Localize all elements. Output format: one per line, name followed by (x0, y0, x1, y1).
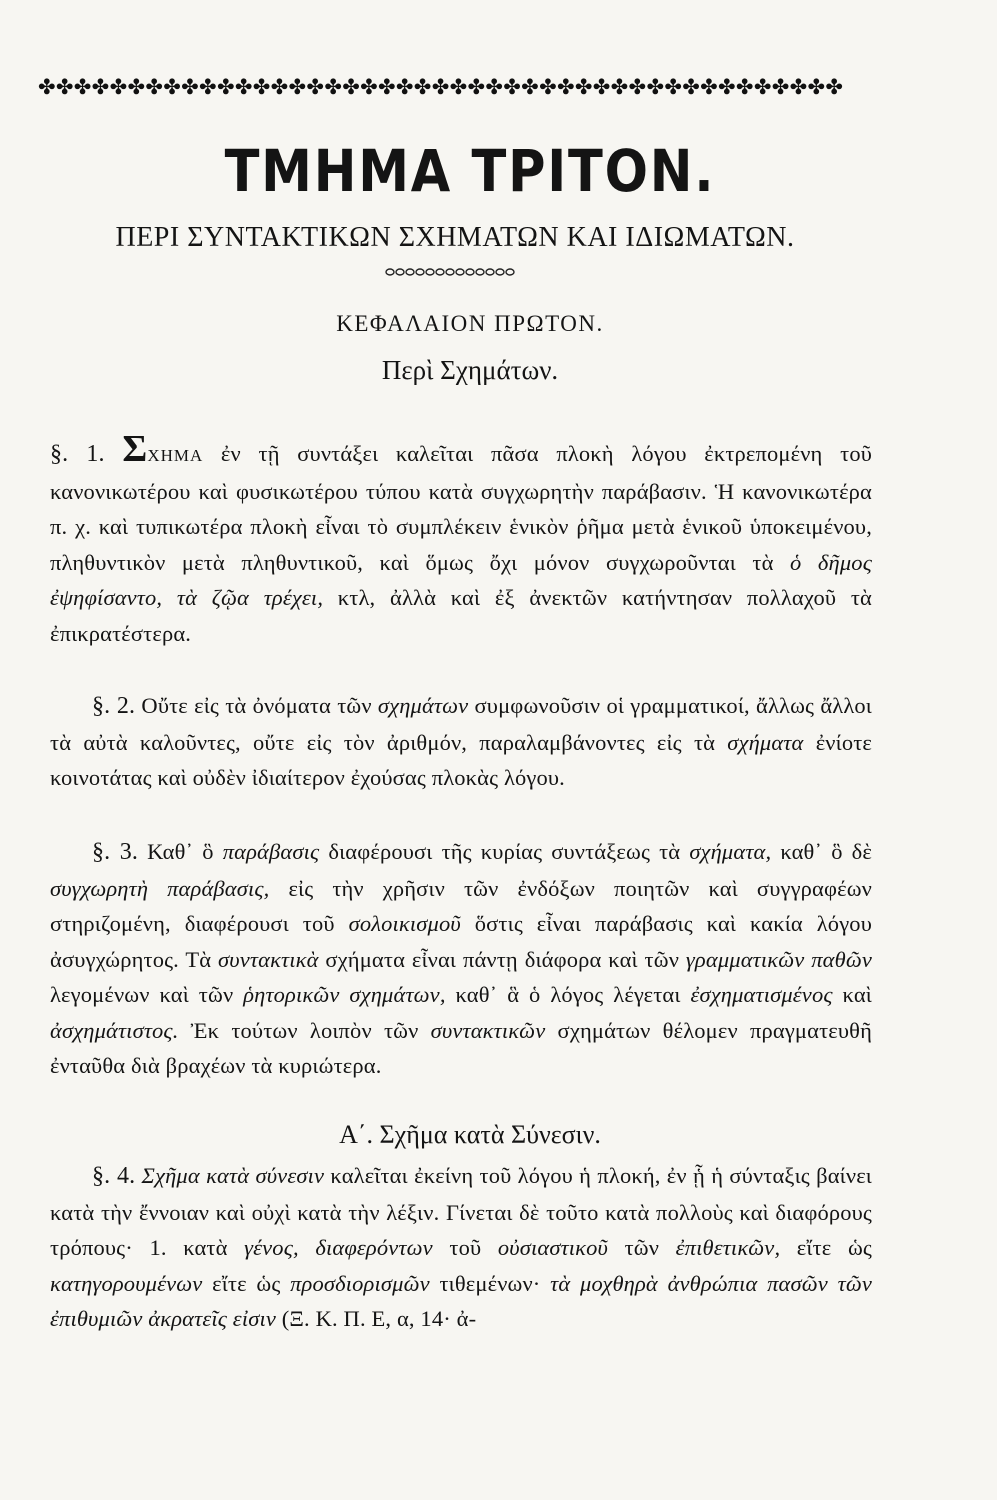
subsection-heading: Α΄. Σχῆμα κατὰ Σύνεσιν. (339, 1120, 601, 1149)
paragraph-number: §. 4. (92, 1163, 136, 1189)
paragraph-number: §. 3. (92, 839, 139, 865)
paragraph-text: κτλ, ἀλλὰ καὶ ἐξ ἀνεκτῶν κατήντησαν πολλαχοῦ τὰ ἐπικρατέστερα. (50, 585, 872, 646)
small-caps-word: ΧΗΜΑ (147, 446, 204, 465)
paragraph-text: εἴτε ὡς (202, 1270, 291, 1296)
paragraph-text: ἐνίοτε κοινοτάτας καὶ οὐδὲν ἰδιαίτερον ἐχούσας πλοκὰς λόγου. (50, 729, 873, 790)
paragraph-4 (50, 1158, 872, 1337)
chapter-subtitle: Περὶ Σχημάτων. (381, 355, 559, 385)
divider-ornament (384, 262, 520, 282)
paragraph-1 (50, 428, 873, 651)
term: σχήματα, (689, 839, 772, 864)
paragraph-text: ὅστις εἶναι παράβασις καὶ κακία λόγου ἀσυγχώρητος. Τὰ (50, 911, 872, 972)
paragraph-text: (Ξ. Κ. Π. Ε, α, 14· ἀ- (276, 1306, 477, 1331)
drop-cap: Σ (122, 428, 148, 470)
term: σολοικισμοῦ (348, 911, 461, 936)
paragraph-text: καλεῖται ἐκείνη τοῦ λόγου ἡ πλοκή, ἐν ᾗ ἡ σύνταξις βαίνει κατὰ τὴν ἔννοιαν καὶ οὐχὶ κατὰ τὴν λέξιν. Γίνεται δὲ τοῦτο κατὰ πολλοὺς καὶ διαφόρους τρόπους· 1. κατὰ (50, 1163, 872, 1260)
term: διαφερόντων (315, 1235, 433, 1260)
term: Σχῆμα κατὰ σύνεσιν (141, 1163, 325, 1188)
term: σχημάτων (377, 693, 469, 718)
term: παράβασις (222, 839, 320, 864)
paragraph-2 (50, 688, 872, 796)
term: ῥητορικῶν σχημάτων, (243, 982, 446, 1007)
term: συγχωρητὴ παράβασις, (50, 875, 270, 901)
paragraph-text: τῶν (608, 1235, 676, 1260)
paragraph-text: διαφέρουσι τῆς κυρίας συντάξεως τὰ (319, 839, 690, 864)
paragraph-text: σχημάτων θέλομεν πραγματευθῆ ἐνταῦθα διὰ βραχέων τὰ κυριώτερα. (50, 1017, 872, 1078)
paragraph-text: καθ᾽ ὃ δὲ (771, 839, 873, 864)
paragraph-text: συμφωνοῦσιν οἱ γραμματικοί, ἄλλως ἄλλοι τὰ αὐτὰ καλοῦντες, οὔτε εἰς τὸν ἀριθμόν, παραλαμβάνοντες εἰς τὰ (50, 693, 873, 755)
section-subtitle: ΠΕΡΙ ΣΥΝΤΑΚΤΙΚΩΝ ΣΧΗΜΑΤΩΝ ΚΑΙ ΙΔΙΩΜΑΤΩΝ. (115, 222, 795, 253)
term: ἐσχηματισμένος (690, 982, 833, 1007)
term: ἀσχημάτιστος. (50, 1017, 179, 1043)
term: οὐσιαστικοῦ (497, 1235, 609, 1260)
paragraph-number: §. 1. (50, 441, 105, 467)
term: συντακτικῶν (430, 1017, 546, 1043)
term: ἐπιθετικῶν, (675, 1235, 781, 1260)
paragraph-text: ἐν τῇ συντάξει καλεῖται πᾶσα πλοκὴ λόγου ἐκτρεπομένη τοῦ κανονικωτέρου καὶ φυσικωτέρου τύπου κατὰ συγχωρητὴν παράβασιν. Ἡ κανονικωτέρα π. χ. καὶ τυπικωτέρα πλοκὴ εἶναι τὸ συμπλέκειν ἑνικὸν ῥῆμα μετὰ ἑνικοῦ ὑποκειμένου, πληθυντικὸν μετὰ πληθυντικοῦ, καὶ ὅμως ὄχι μόνον συγχωροῦνται τὰ (50, 441, 873, 575)
paragraph-3 (50, 834, 872, 1084)
paragraph-text: Οὔτε εἰς τὰ ὀνόματα τῶν (135, 693, 378, 718)
paragraph-text: λεγομένων καὶ τῶν (50, 982, 244, 1007)
paragraph-text: καὶ (832, 982, 872, 1007)
term: γένος, (244, 1235, 299, 1260)
paragraph-text: εἰς τὴν χρῆσιν τῶν ἐνδόξων ποιητῶν καὶ συγγραφέων στηριζομένη, διαφέρουσι τοῦ (50, 875, 873, 936)
term: γραμματικῶν παθῶν (685, 946, 872, 972)
ornamental-border: ✤✤✤✤✤✤✤✤✤✤✤✤✤✤✤✤✤✤✤✤✤✤✤✤✤✤✤✤✤✤✤✤✤✤✤✤✤✤✤✤✤✤✤✤✤ (38, 75, 844, 99)
term: σχήματα (727, 729, 804, 755)
paragraph-text: σχήματα εἶναι πάντῃ διάφορα καὶ τῶν (318, 946, 686, 972)
chapter-title: ΚΕΦΑΛΑΙΟΝ ΠΡΩΤΟΝ. (336, 311, 604, 336)
paragraph-number: §. 2. (92, 693, 136, 719)
paragraph-text: Ἐκ τούτων λοιπὸν τῶν (178, 1017, 431, 1043)
paragraph-text: τιθεμένων· (429, 1270, 551, 1296)
paragraph-text: καθ᾽ ἃ ὁ λόγος λέγεται (445, 982, 691, 1007)
paragraph-text: εἴτε ὡς (780, 1235, 872, 1260)
paragraph-text: τοῦ (432, 1235, 498, 1260)
term: προσδιορισμῶν (290, 1270, 430, 1296)
section-title: ΤΜΗΜΑ ΤΡΙΤΟΝ. (224, 137, 716, 205)
paragraph-text: Καθ᾽ ὃ (138, 839, 223, 864)
example-text: τὰ μοχθηρὰ ἀνθρώπια πασῶν τῶν ἐπιθυμιῶν ἀκρατεῖς εἰσιν (50, 1270, 873, 1331)
term: συντακτικὰ (218, 946, 319, 972)
example-text: ὁ δῆμος ἐψηφίσαντο, τὰ ζῷα τρέχει, (50, 549, 872, 610)
paragraph-text (299, 1235, 316, 1260)
term: κατηγορουμένων (50, 1270, 203, 1296)
